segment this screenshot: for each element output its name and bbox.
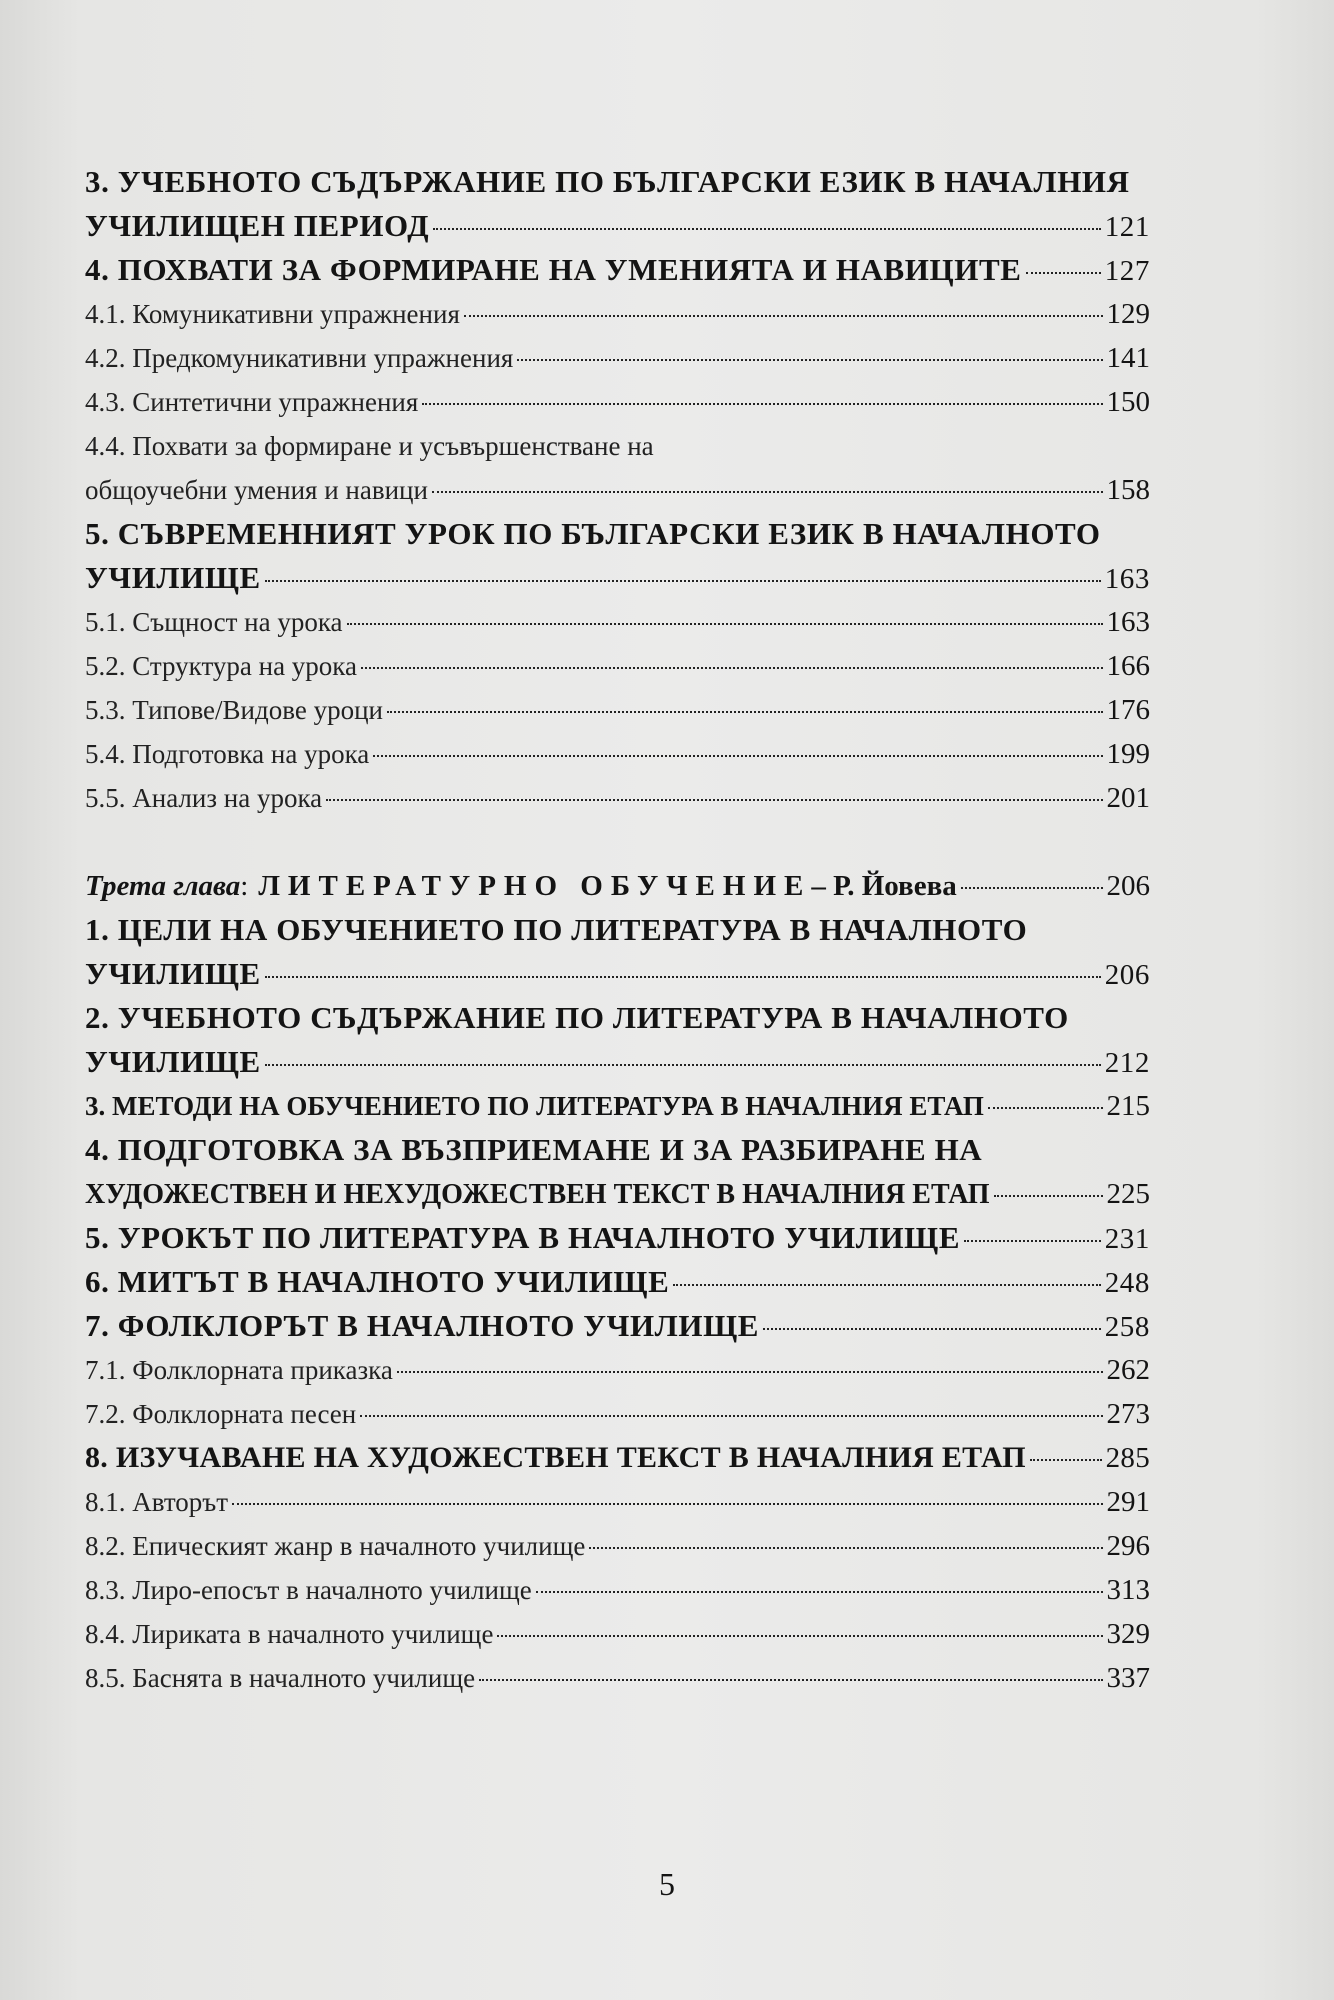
toc-entry-5-4 — [85, 732, 1150, 776]
toc-entry-title: 7. ФОЛКЛОРЪТ В НАЧАЛНОТО УЧИЛИЩЕ — [85, 1308, 759, 1343]
dot-leader — [373, 755, 1102, 757]
toc-entry-title: 4.1. Комуникативни упражнения — [85, 299, 460, 329]
toc-entry-c8-5 — [85, 1656, 1150, 1700]
toc-entry-3 — [85, 160, 1150, 248]
toc-entry-title: 5.1. Същност на урока — [85, 607, 343, 637]
toc-page-number: 176 — [1106, 694, 1150, 726]
dot-leader — [673, 1284, 1100, 1286]
toc-page-number: 291 — [1106, 1486, 1150, 1518]
toc-entry-title: 4. ПОХВАТИ ЗА ФОРМИРАНЕ НА УМЕНИЯТА И НАВИЦИТЕ — [85, 252, 1022, 287]
toc-entry-title: УЧИЛИЩЕН ПЕРИОД — [85, 208, 430, 243]
dot-leader — [265, 976, 1101, 978]
toc-entry-title: 8.4. Лириката в началното училище — [85, 1619, 494, 1649]
toc-entry-4-4 — [85, 424, 1150, 512]
toc-page-number: 121 — [1104, 211, 1150, 243]
toc-entry-c7-2 — [85, 1392, 1150, 1436]
dot-leader — [232, 1503, 1102, 1505]
toc-entry-title: 4.3. Синтетични упражнения — [85, 387, 419, 417]
toc-page-number: 329 — [1106, 1618, 1150, 1650]
toc-entry-c8-1 — [85, 1480, 1150, 1524]
toc-entry-c3 — [85, 1084, 1150, 1128]
toc-page-number: 158 — [1106, 474, 1150, 506]
toc-entry-title: 5. СЪВРЕМЕННИЯТ УРОК ПО БЪЛГАРСКИ ЕЗИК В НАЧАЛНОТО — [85, 516, 1101, 551]
toc-page-number: 163 — [1104, 563, 1150, 595]
dot-leader — [763, 1328, 1101, 1330]
toc-entry-title: УЧИЛИЩЕ — [85, 1044, 261, 1079]
toc-entry-title: общоучебни умения и навици — [85, 475, 428, 505]
toc-entry-4 — [85, 248, 1150, 292]
dot-leader — [347, 623, 1103, 625]
toc-entry-c5 — [85, 1216, 1150, 1260]
toc-page-number: 273 — [1106, 1398, 1150, 1430]
toc-page-number: 225 — [1106, 1178, 1150, 1210]
dot-leader — [994, 1195, 1103, 1197]
dot-leader — [432, 491, 1103, 493]
dot-leader — [589, 1547, 1102, 1549]
toc-entry-title: 3. УЧЕБНОТО СЪДЪРЖАНИЕ ПО БЪЛГАРСКИ ЕЗИК В НАЧАЛНИЯ — [85, 164, 1130, 199]
toc-page-number: 127 — [1104, 255, 1150, 287]
toc-entry-c8-2 — [85, 1524, 1150, 1568]
toc-entry-title: 2. УЧЕБНОТО СЪДЪРЖАНИЕ ПО ЛИТЕРАТУРА В НАЧАЛНОТО — [85, 1000, 1069, 1035]
toc-page-number: 296 — [1106, 1530, 1150, 1562]
toc-page-number: 262 — [1106, 1354, 1150, 1386]
toc-page-number: 285 — [1105, 1442, 1150, 1474]
toc-page-number: 199 — [1106, 738, 1150, 770]
table-of-contents — [85, 160, 1150, 1700]
chapter-colon: : — [240, 870, 249, 902]
toc-page-number: 141 — [1106, 342, 1150, 374]
toc-page-number: 163 — [1106, 606, 1150, 638]
toc-page-number: 215 — [1106, 1090, 1150, 1122]
toc-entry-title: 5.3. Типове/Видове уроци — [85, 695, 383, 725]
chapter-author: – Р. Йовева — [811, 870, 957, 902]
toc-entry-4-3 — [85, 380, 1150, 424]
dot-leader — [360, 1415, 1102, 1417]
toc-entry-title: 5.2. Структура на урока — [85, 651, 357, 681]
toc-page-number: 129 — [1106, 298, 1150, 330]
toc-entry-4-1 — [85, 292, 1150, 336]
chapter-heading — [85, 864, 1150, 908]
toc-entry-title: 4. ПОДГОТОВКА ЗА ВЪЗПРИЕМАНЕ И ЗА РАЗБИРАНЕ НА — [85, 1132, 983, 1167]
toc-entry-title: УЧИЛИЩЕ — [85, 956, 261, 991]
toc-entry-title: 1. ЦЕЛИ НА ОБУЧЕНИЕТО ПО ЛИТЕРАТУРА В НАЧАЛНОТО — [85, 912, 1028, 947]
toc-entry-c8-4 — [85, 1612, 1150, 1656]
toc-page-number: 212 — [1104, 1047, 1150, 1079]
dot-leader — [497, 1635, 1102, 1637]
dot-leader — [479, 1679, 1102, 1681]
toc-entry-5 — [85, 512, 1150, 600]
chapter-title: ЛИТЕРАТУРНО ОБУЧЕНИЕ — [258, 870, 812, 902]
toc-entry-title: УЧИЛИЩЕ — [85, 560, 261, 595]
chapter-label: Трета глава — [85, 870, 241, 902]
dot-leader — [1030, 1459, 1102, 1461]
dot-leader — [361, 667, 1103, 669]
toc-entry-5-1 — [85, 600, 1150, 644]
toc-entry-5-3 — [85, 688, 1150, 732]
toc-entry-c8 — [85, 1436, 1150, 1480]
dot-leader — [397, 1371, 1103, 1373]
toc-entry-c7 — [85, 1304, 1150, 1348]
toc-entry-c2 — [85, 996, 1150, 1084]
dot-leader — [464, 315, 1103, 317]
toc-entry-c8-3 — [85, 1568, 1150, 1612]
toc-page-number: 206 — [1104, 959, 1150, 991]
dot-leader — [387, 711, 1103, 713]
dot-leader — [517, 359, 1102, 361]
toc-entry-title: 8.5. Баснята в началното училище — [85, 1663, 476, 1693]
dot-leader — [433, 228, 1101, 230]
toc-entry-title: 8.2. Епическият жанр в началното училище — [85, 1531, 586, 1561]
toc-page-number: 206 — [1106, 870, 1150, 902]
toc-entry-c6 — [85, 1260, 1150, 1304]
toc-entry-title: ХУДОЖЕСТВЕН И НЕХУДОЖЕСТВЕН ТЕКСТ В НАЧАЛНИЯ ЕТАП — [85, 1179, 990, 1210]
toc-entry-c1 — [85, 908, 1150, 996]
toc-page-number: 201 — [1106, 782, 1150, 814]
toc-entry-title: 8. ИЗУЧАВАНЕ НА ХУДОЖЕСТВЕН ТЕКСТ В НАЧАЛНИЯ ЕТАП — [85, 1441, 1026, 1474]
dot-leader — [265, 1064, 1101, 1066]
toc-entry-4-2 — [85, 336, 1150, 380]
toc-page-number: 150 — [1106, 386, 1150, 418]
toc-entry-title: 4.2. Предкомуникативни упражнения — [85, 343, 514, 373]
toc-entry-c4 — [85, 1128, 1150, 1216]
toc-entry-title: 5.5. Анализ на урока — [85, 783, 323, 813]
toc-entry-title: 7.2. Фолклорната песен — [85, 1399, 357, 1429]
chapter-title-group — [85, 864, 957, 913]
dot-leader — [988, 1107, 1103, 1109]
toc-entry-title: 5. УРОКЪТ ПО ЛИТЕРАТУРА В НАЧАЛНОТО УЧИЛИЩЕ — [85, 1220, 961, 1255]
toc-page-number: 337 — [1106, 1662, 1150, 1694]
toc-page-number: 248 — [1104, 1267, 1150, 1299]
toc-page-number: 313 — [1106, 1574, 1150, 1606]
toc-entry-title: 8.3. Лиро-епосът в началното училище — [85, 1575, 532, 1605]
toc-entry-title: 4.4. Похвати за формиране и усъвършенстване на — [85, 431, 654, 461]
toc-entry-5-5 — [85, 776, 1150, 820]
toc-entry-c7-1 — [85, 1348, 1150, 1392]
page-number: 5 — [659, 1866, 675, 1902]
toc-entry-title: 6. МИТЪТ В НАЧАЛНОТО УЧИЛИЩЕ — [85, 1264, 670, 1299]
toc-entry-title: 5.4. Подготовка на урока — [85, 739, 370, 769]
toc-entry-title: 8.1. Авторът — [85, 1487, 229, 1517]
toc-page-number: 166 — [1106, 650, 1150, 682]
dot-leader — [326, 799, 1102, 801]
dot-leader — [964, 1240, 1101, 1242]
toc-entry-title: 7.1. Фолклорната приказка — [85, 1355, 393, 1385]
toc-page-number: 258 — [1104, 1311, 1150, 1343]
dot-leader — [422, 403, 1102, 405]
toc-entry-title: 3. МЕТОДИ НА ОБУЧЕНИЕТО ПО ЛИТЕРАТУРА В НАЧАЛНИЯ ЕТАП — [85, 1091, 984, 1121]
toc-entry-5-2 — [85, 644, 1150, 688]
dot-leader — [536, 1591, 1103, 1593]
dot-leader — [961, 887, 1103, 889]
dot-leader — [265, 580, 1101, 582]
toc-page-number: 231 — [1104, 1223, 1150, 1255]
dot-leader — [1026, 272, 1101, 274]
